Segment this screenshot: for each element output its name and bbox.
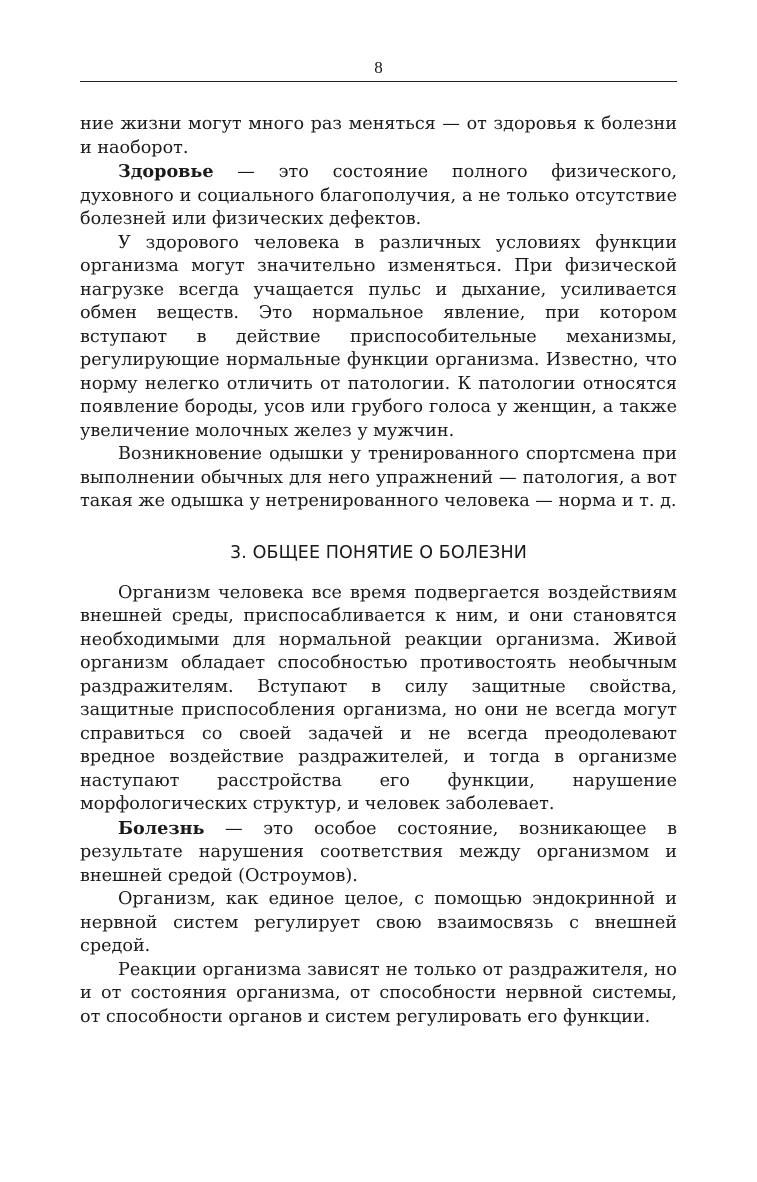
paragraph-text: Организм человека все время подвергается воздействиям внешней среды, приспосабливается к ним, и они становятся необходимыми для нормальной реакции организма. Живой организм обладает способностью противостоять необычным раздражителям. Вступают в силу защитные свойства, защитные приспособления организма, но они не всегда могут справиться со своей задачей и не всегда преодолевают вредное воздействие раздражителей, и тогда в организме наступают расстройства его функции, нарушение морфологических структур, и человек заболевает.: [80, 582, 677, 814]
paragraph-healthy-person: [80, 232, 677, 444]
header-rule: [80, 81, 677, 82]
term-health: Здоровье: [118, 161, 214, 182]
paragraph-text: ние жизни могут много раз меняться — от здоровья к болезни и наоборот.: [80, 114, 677, 158]
page-number: 8: [374, 58, 383, 77]
paragraph-organism-environment: [80, 582, 677, 817]
paragraph-reactions: [80, 959, 677, 1030]
paragraph-text: — это состояние полного физического, духовного и социального благополучия, а не только отсутствие болезней или физических дефектов.: [80, 162, 677, 229]
paragraph-regulation: [80, 888, 677, 959]
paragraph-continuation: [80, 113, 677, 160]
paragraph-health-definition: [80, 160, 677, 232]
term-disease: Болезнь: [118, 817, 205, 839]
paragraph-disease-definition: [80, 817, 677, 889]
paragraph-text: Возникновение одышки у тренированного спортсмена при выполнении обычных для него упражнений — патология, а вот такая же одышка у нетренированного человека — норма и т. д.: [80, 444, 677, 511]
paragraph-dyspnea: [80, 443, 677, 514]
section-title: 3. ОБЩЕЕ ПОНЯТИЕ О БОЛЕЗНИ: [230, 542, 527, 563]
paragraph-text: — это особое состояние, возникающее в результате нарушения соответствия между организмом и внешней средой (Остроумов).: [80, 818, 677, 886]
paragraph-text: Организм, как единое целое, с помощью эндокринной и нервной систем регулирует свою взаимосвязь с внешней средой.: [80, 889, 677, 956]
body-text: [80, 113, 677, 1029]
paragraph-text: У здорового человека в различных условиях функции организма могут значительно изменяться. При физической нагрузке всегда учащается пульс и дыхание, усиливается обмен веществ. Это нормальное явление, при котором вступают в действие приспособительные механизмы, регулирующие нормальные функции организма. Известно, что норму нелегко отличить от патологии. К патологии относятся появление бороды, усов или грубого голоса у женщин, а также увеличение молочных желез у мужчин.: [80, 232, 677, 441]
paragraph-text: Реакции организма зависят не только от раздражителя, но и от состояния организма, от способности нервной системы, от способности органов и систем регулировать его функции.: [80, 959, 677, 1027]
